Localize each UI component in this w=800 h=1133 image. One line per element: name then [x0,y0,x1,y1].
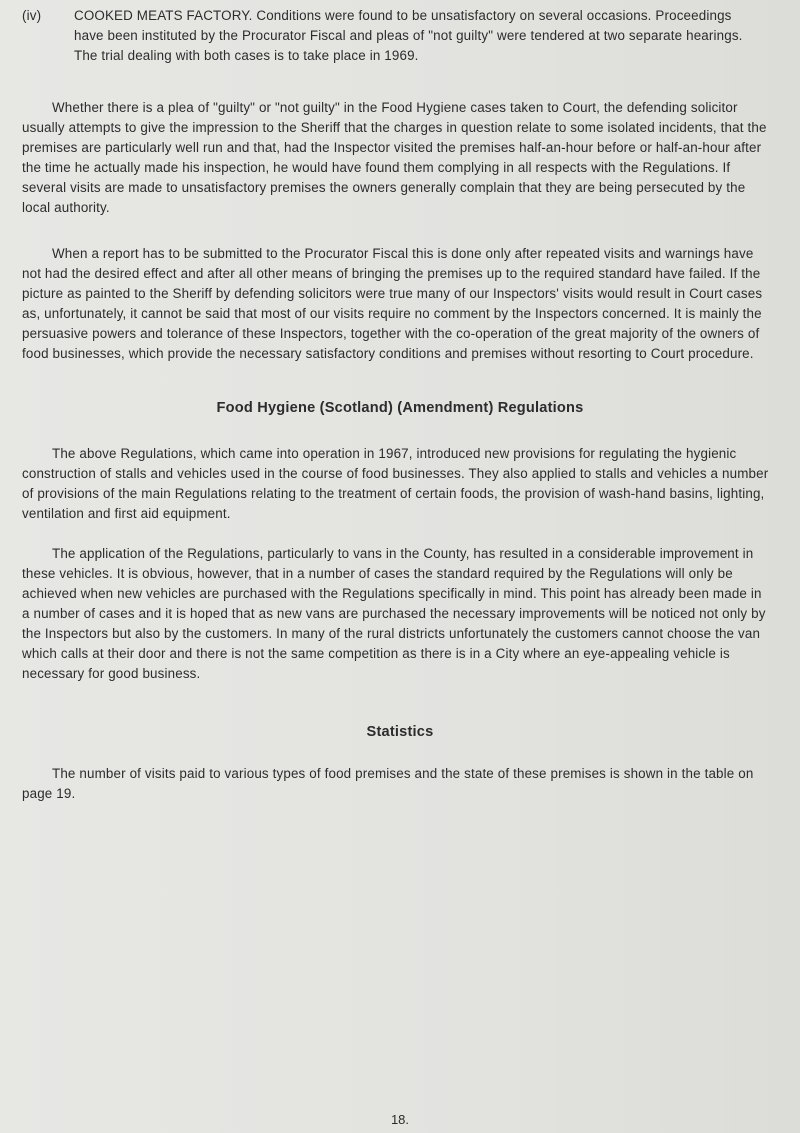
item-iv-cooked-meats-factory [22,6,770,66]
item-iv-text: COOKED MEATS FACTORY. Conditions were found to be unsatisfactory on several occasions. Proceedings have been instituted by the Procurator Fiscal and pleas of "not guilty" were tendered at two separate hearings. The trial dealing with both cases is to take place in 1969. [74,8,743,63]
heading-statistics: Statistics [366,724,434,740]
paragraph-regulations-introduced: The above Regulations, which came into operation in 1967, introduced new provisions for regulating the hygienic construction of stalls and vehicles used in the course of food businesses. They also applied to stalls and vehicles a number of provisions of the main Regulations relating to the treatment of certain foods, the provision of wash-hand basins, lighting, ventilation and first aid equipment. [22,446,769,521]
paragraph-court-cases: Whether there is a plea of "guilty" or "not guilty" in the Food Hygiene cases taken to Court, the defending solicitor usually attempts to give the impression to the Sheriff that the charges in question relate to some isolated incidents, that the premises are particularly well run and that, had the Inspector visited the premises half-an-hour before or half-an-hour after the time he actually made his inspection, he would have found them complying in all respects with the Regulations. If several visits are made to unsatisfactory premises the owners generally complain that they are being persecuted by the local authority. [22,100,767,215]
item-iv-label: (iv) [22,8,42,23]
heading-regulations: Food Hygiene (Scotland) (Amendment) Regulations [216,400,584,416]
page-number: 18. [390,1112,410,1127]
paragraph-procurator-fiscal: When a report has to be submitted to the Procurator Fiscal this is done only after repeated visits and warnings have not had the desired effect and after all other means of bringing the premises up to the required standard have failed. If the picture as painted to the Sheriff by defending solicitors were true many of our Inspectors' visits would result in Court cases as, unfortunately, it cannot be said that most of our visits require no comment by the Inspectors concerned. It is mainly the persuasive powers and tolerance of these Inspectors, together with the co-operation of the great majority of the owners of food businesses, which provide the necessary satisfactory conditions and premises without resorting to Court procedure. [22,246,763,361]
paragraph-statistics: The number of visits paid to various types of food premises and the state of these premises is shown in the table on page 19. [22,766,754,801]
paragraph-regulations-application: The application of the Regulations, particularly to vans in the County, has resulted in a considerable improvement in these vehicles. It is obvious, however, that in a number of cases the standard required by the Regulations will only be achieved when new vehicles are purchased with the Regulations specifically in mind. This point has already been made in a number of cases and it is hoped that as new vans are purchased the necessary improvements will be noticed not only by the Inspectors but also by the customers. In many of the rural districts unfortunately the customers cannot choose the van which calls at their door and there is not the same competition as there is in a City where an eye-appealing vehicle is necessary for good business. [22,546,766,681]
